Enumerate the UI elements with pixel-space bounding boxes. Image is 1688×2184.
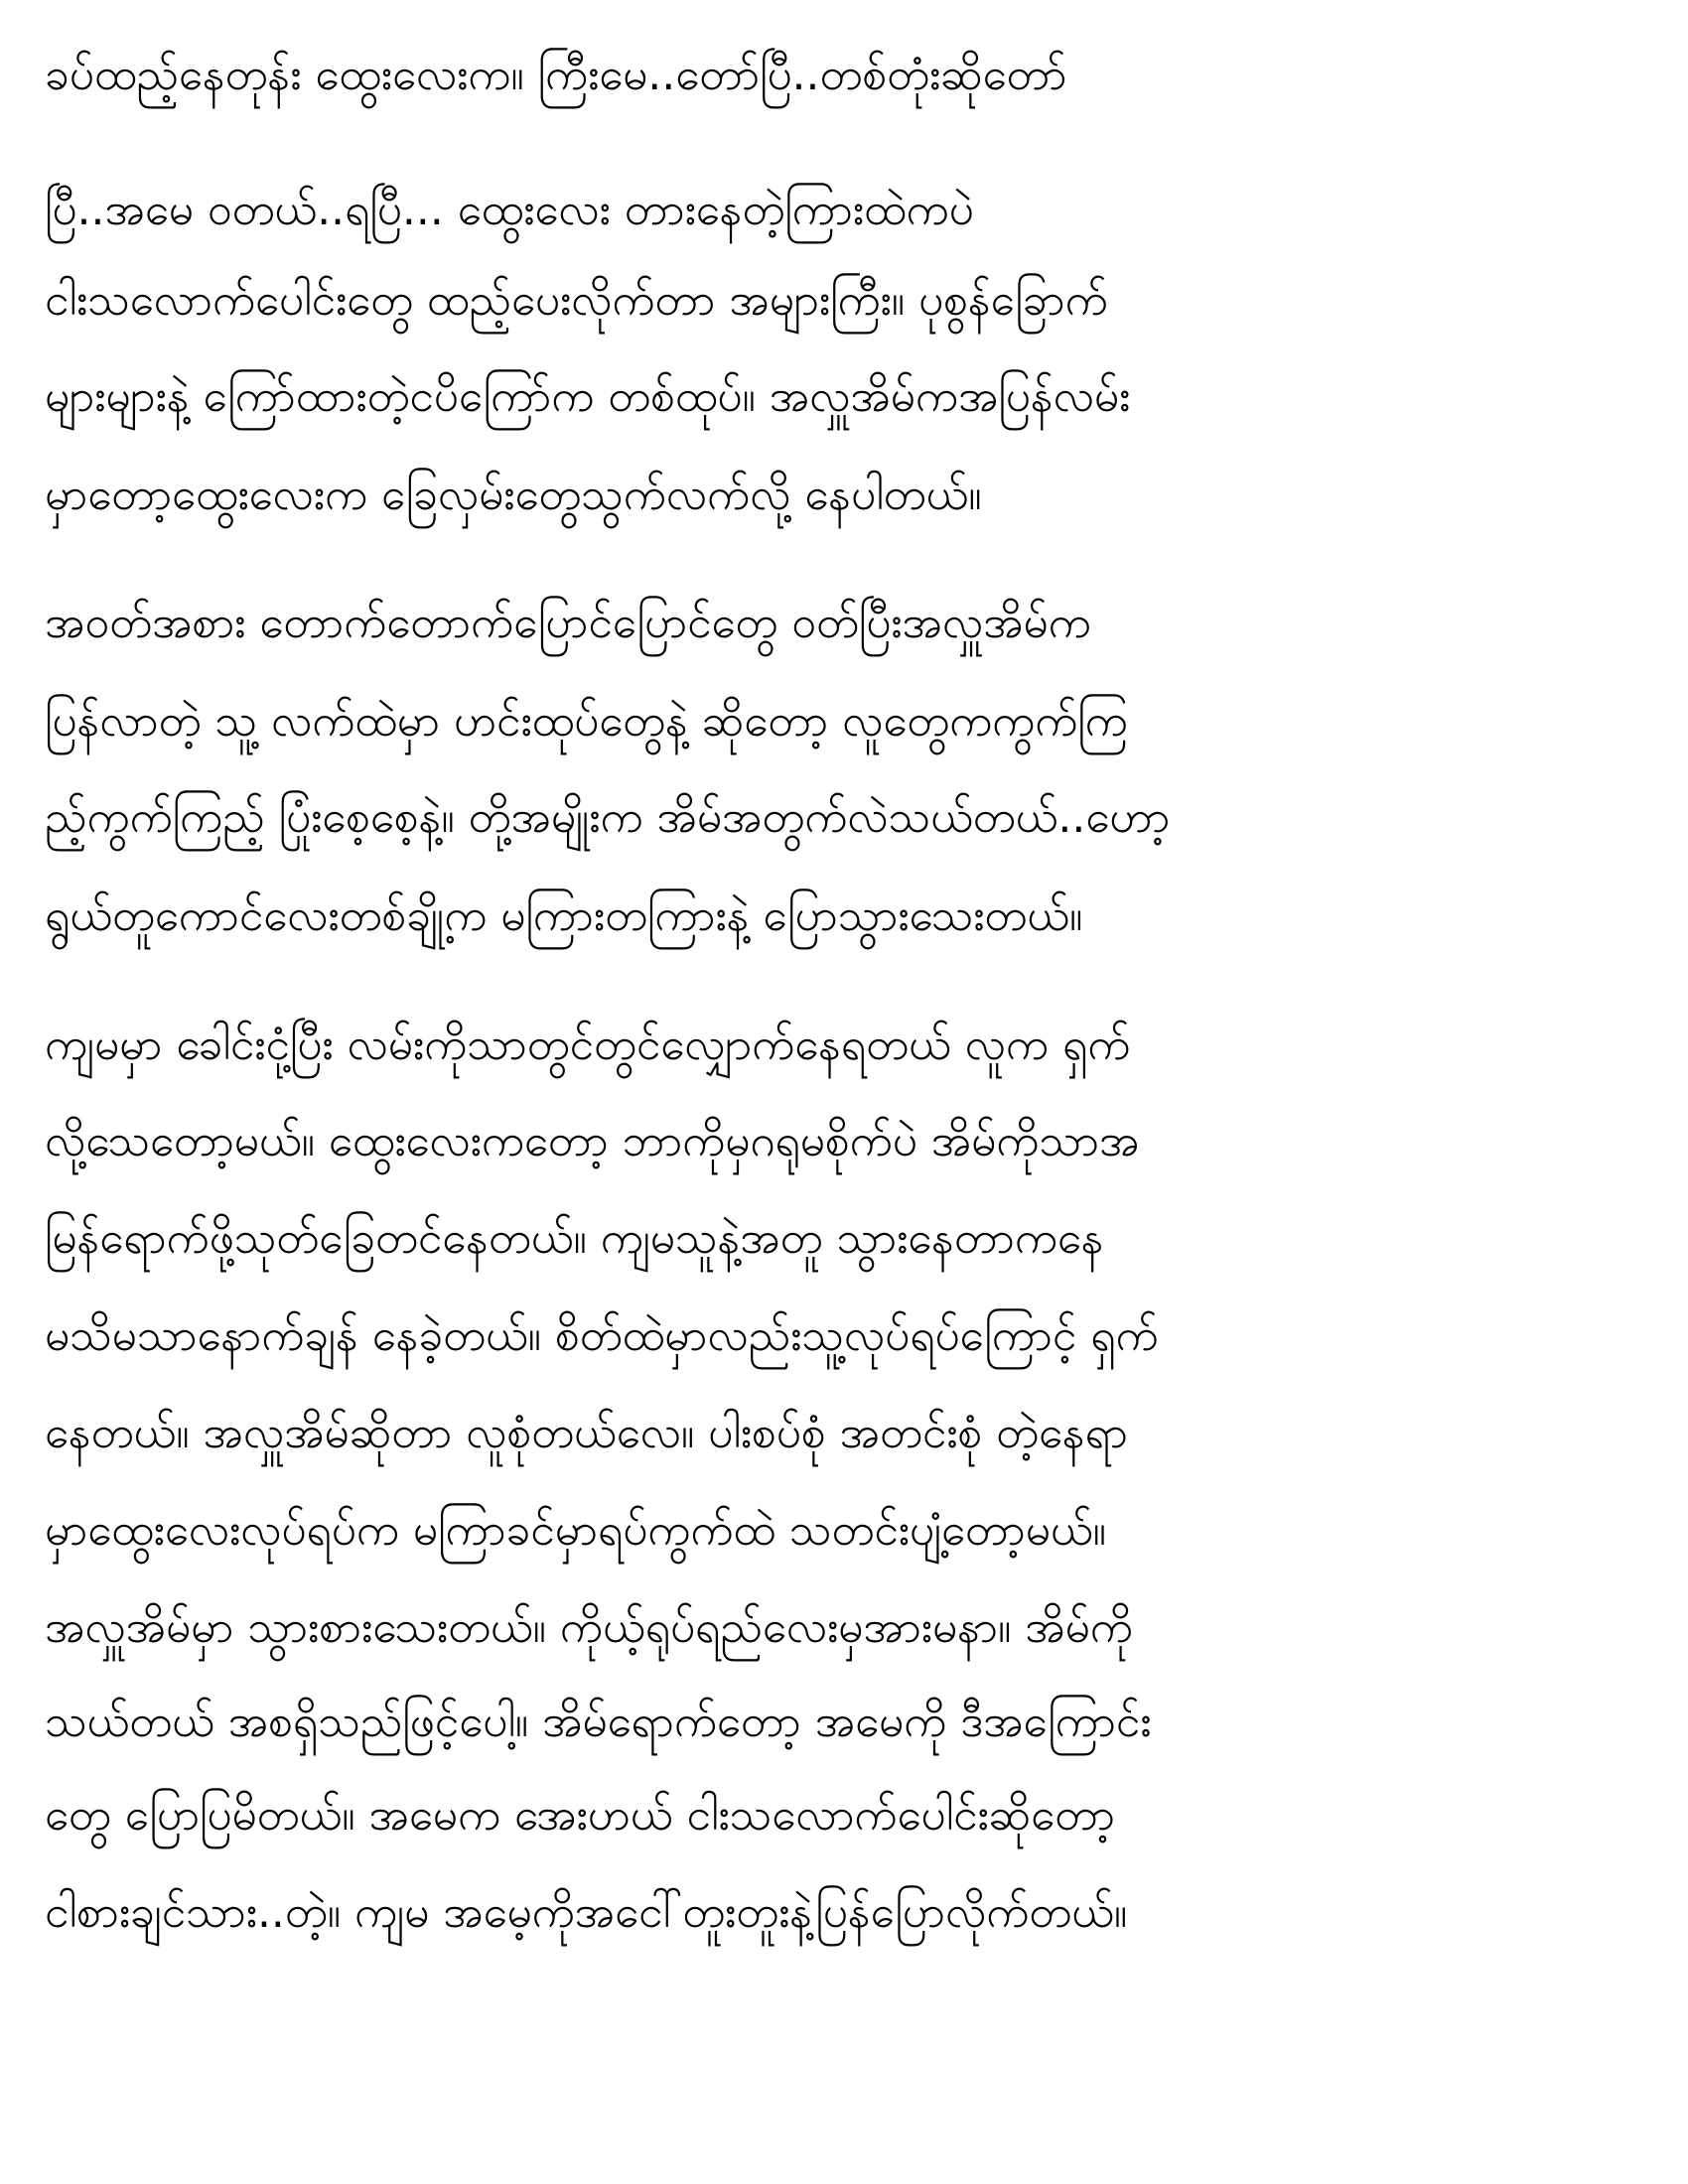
text-line: ခပ်ထည့်နေတုန်း ထွေးလေးက။ ကြီးမေ..တော်ပြီ..တစ်တုံးဆိုတော်: [45, 50, 1067, 100]
text-line: မှာထွေးလေးလုပ်ရပ်က မကြာခင်မှာရပ်ကွက်ထဲ သတင်းပျံ့တော့မယ်။: [45, 1505, 1106, 1556]
text-line: အဝတ်အစား တောက်တောက်ပြောင်ပြောင်တွေ ဝတ်ပြီးအလှူအိမ်က: [45, 598, 1091, 648]
text-line: နေတယ်။ အလှူအိမ်ဆိုတာ လူစုံတယ်လေ။ ပါးစပ်စုံ အတင်းစုံ တဲ့နေရာ: [45, 1408, 1128, 1458]
text-line: ငါစားချင်သား..တဲ့။ ကျမ အမေ့ကိုအငေါ်တူးတူးနဲ့ပြန်ပြောလိုက်တယ်။: [45, 1887, 1128, 1938]
text-line: ကျမမှာ ခေါင်းငုံ့ပြီး လမ်းကိုသာတွင်တွင်လျှောက်နေရတယ် လူက ရှက်: [45, 1020, 1131, 1070]
text-line: ရွယ်တူကောင်လေးတစ်ချို့က မကြားတကြားနဲ့ ပြောသွားသေးတယ်။: [45, 890, 1083, 941]
text-line: မသိမသာနောက်ချန် နေခဲ့တယ်။ စိတ်ထဲမှာလည်းသူ့လုပ်ရပ်ကြောင့် ရှက်: [45, 1310, 1159, 1361]
text-line: တွေ ပြောပြမိတယ်။ အမေက အေးဟယ် ငါးသလောက်ပေါင်းဆိုတော့: [45, 1790, 1115, 1841]
text-line: ည့်ကွက်ကြည့် ပြုံးစေ့စေ့နဲ့။ တို့အမျိုးက အိမ်အတွက်လဲသယ်တယ်..ဟော့: [45, 792, 1171, 843]
text-line: အလှူအိမ်မှာ သွားစားသေးတယ်။ ကိုယ့်ရုပ်ရည်လေးမှအားမနာ။ အိမ်ကို: [45, 1602, 1133, 1653]
text-line: မြန်ရောက်ဖို့သုတ်ခြေတင်နေတယ်။ ကျမသူနဲ့အတူ သွားနေတာကနေ: [45, 1213, 1104, 1264]
text-line: များများနဲ့ ကြော်ထားတဲ့ငပိကြော်က တစ်ထုပ်။ အလှူအိမ်ကအပြန်လမ်း: [45, 371, 1131, 422]
text-line: ငါးသလောက်ပေါင်းတွေ ထည့်ပေးလိုက်တာ အများကြီး။ ပုစွန်ခြောက်: [45, 275, 1108, 326]
text-line: လို့သေတော့မယ်။ ထွေးလေးကတော့ ဘာကိုမှဂရုမစိုက်ပဲ အိမ်ကိုသာအ: [45, 1116, 1140, 1166]
text-line: သယ်တယ် အစရှိသည်ဖြင့်ပေါ့။ အိမ်ရောက်တော့ အမေကို ဒီအကြောင်း: [45, 1697, 1152, 1747]
text-line: မှာတော့ထွေးလေးက ခြေလှမ်းတွေသွက်လက်လို့ နေပါတယ်။: [45, 470, 982, 520]
text-line: ပြန်လာတဲ့ သူ့ လက်ထဲမှာ ဟင်းထုပ်တွေနဲ့ ဆိုတော့ လူတွေကကွက်ကြ: [45, 696, 1128, 747]
text-line: ပြီ..အမေ ဝတယ်..ရပြီ... ထွေးလေး တားနေတဲ့ကြားထဲကပဲ: [45, 185, 974, 235]
